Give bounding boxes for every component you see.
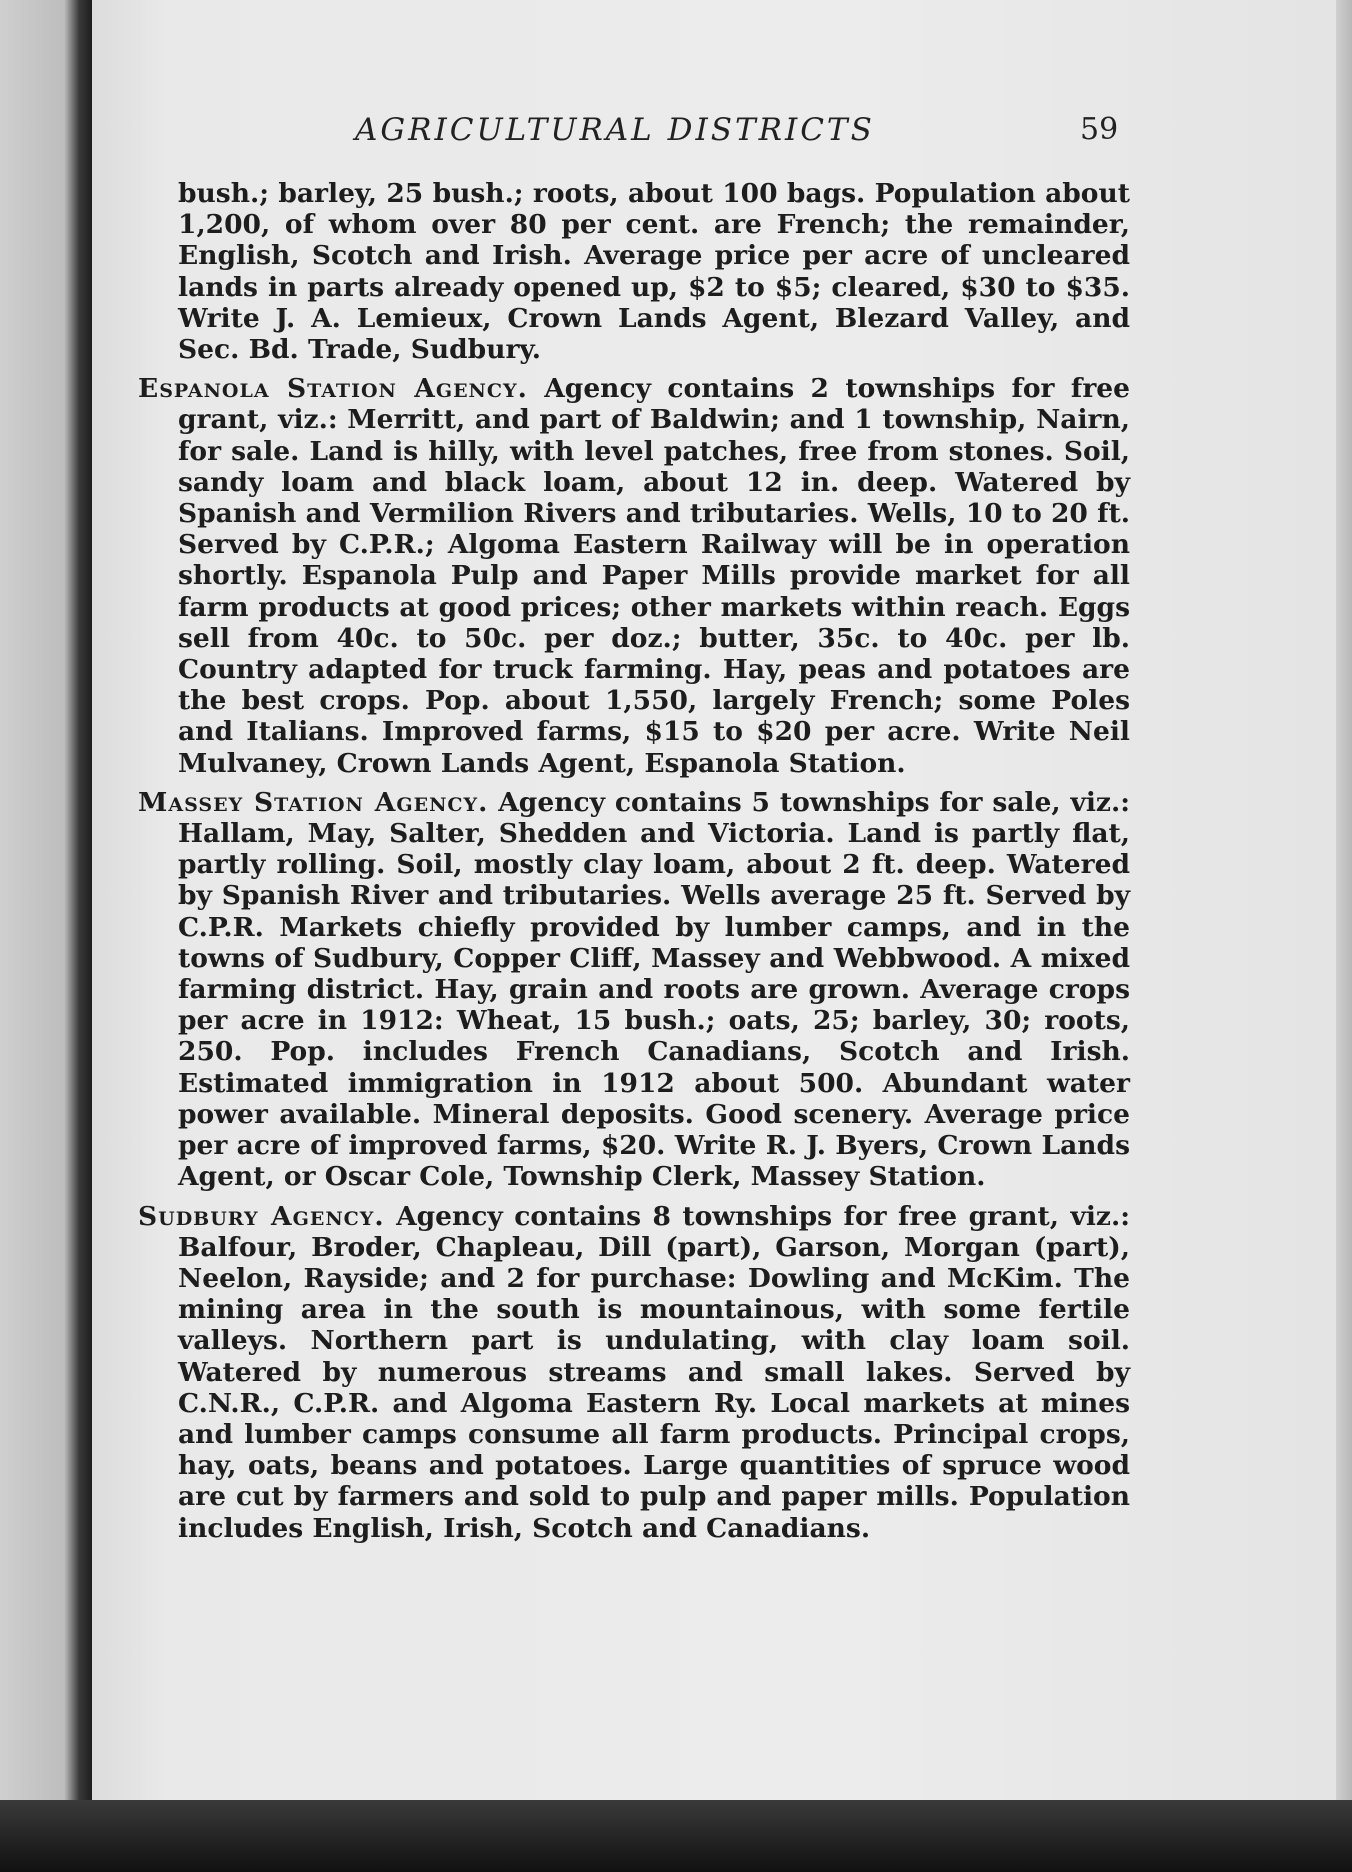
book-spine-shadow bbox=[0, 0, 92, 1872]
entry-espanola bbox=[138, 373, 1130, 779]
entry-massey bbox=[138, 787, 1130, 1193]
entry-text: Agency contains 2 townships for free grant, viz.: Merritt, and part of Baldwin; and 1 township, Nairn, for sale. Land is hilly, with level patches, free from stones. Soil, sandy loam and black loam, about 12 in. deep. Watered by Spanish and Vermilion Rivers and tributaries. Wells, 10 to 20 ft. Served by C.P.R.; Algoma Eastern Railway will be in operation shortly. Espanola Pulp and Paper Mills provide market for all farm products at good prices; other markets within reach. Eggs sell from 40c. to 50c. per doz.; butter, 35c. to 40c. per lb. Country adapted for truck farming. Hay, peas and potatoes are the best crops. Pop. about 1,550, largely French; some Poles and Italians. Improved farms, $15 to $20 per acre. Write Neil Mulvaney, Crown Lands Agent, Espanola Station. bbox=[178, 373, 1130, 779]
page-edge bbox=[1336, 0, 1352, 1800]
entry-heading: Sudbury Agency. bbox=[138, 1200, 385, 1232]
entry-heading: Massey Station Agency. bbox=[138, 786, 489, 818]
page-body bbox=[138, 178, 1130, 1552]
entry-text: Agency contains 8 townships for free grant, viz.: Balfour, Broder, Chapleau, Dill (part), Garson, Morgan (part), Neelon, Rayside; and 2 for purchase: Dowling and McKim. The mining area in the south is mountainous, with some fertile valleys. Northern part is undulating, with clay loam soil. Watered by numerous streams and small lakes. Served by C.N.R., C.P.R. and Algoma Eastern Ry. Local markets at mines and lumber camps consume all farm products. Principal crops, hay, oats, beans and potatoes. Large quantities of spruce wood are cut by farmers and sold to pulp and paper mills. Population includes English, Irish, Scotch and Canadians. bbox=[178, 1200, 1130, 1544]
running-head: AGRICULTURAL DISTRICTS bbox=[355, 112, 875, 148]
entry-sudbury bbox=[138, 1201, 1130, 1544]
scan-border bbox=[0, 1800, 1352, 1872]
continuation-paragraph: bush.; barley, 25 bush.; roots, about 100 bags. Population about 1,200, of whom over 80 per cent. are French; the remainder, English, Scotch and Irish. Average price per acre of uncleared lands in parts already opened up, $2 to $5; cleared, $30 to $35. Write J. A. Lemieux, Crown Lands Agent, Blezard Valley, and Sec. Bd. Trade, Sudbury. bbox=[178, 178, 1130, 366]
entry-heading: Espanola Station Agency. bbox=[138, 373, 528, 405]
entry-text: Agency contains 5 townships for sale, viz.: Hallam, May, Salter, Shedden and Victoria. Land is partly flat, partly rolling. Soil, mostly clay loam, about 2 ft. deep. Watered by Spanish River and tributaries. Wells average 25 ft. Served by C.P.R. Markets chiefly provided by lumber camps, and in the towns of Sudbury, Copper Cliff, Massey and Webbwood. A mixed farming district. Hay, grain and roots are grown. Average crops per acre in 1912: Wheat, 15 bush.; oats, 25; barley, 30; roots, 250. Pop. includes French Canadians, Scotch and Irish. Estimated immigration in 1912 about 500. Abundant water power available. Mineral deposits. Good scenery. Average price per acre of improved farms, $20. Write R. J. Byers, Crown Lands Agent, or Oscar Cole, Township Clerk, Massey Station. bbox=[178, 786, 1130, 1193]
page-number: 59 bbox=[1080, 112, 1119, 147]
